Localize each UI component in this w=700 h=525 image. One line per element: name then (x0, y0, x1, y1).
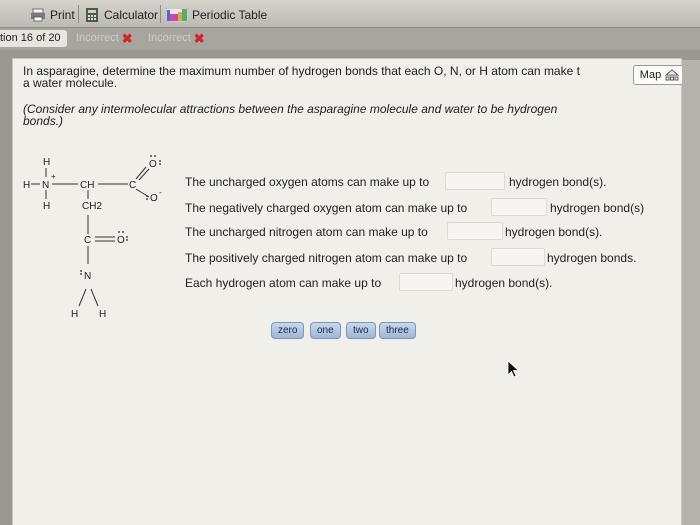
atom-label: CH2 (82, 201, 103, 212)
periodic-table-label: Periodic Table (192, 8, 268, 22)
answer-chip-three[interactable]: three (379, 322, 416, 339)
statement-suffix: hydrogen bond(s) (550, 201, 645, 215)
mouse-cursor-icon (507, 360, 521, 380)
atom-label: H (71, 309, 79, 320)
statement-suffix: hydrogen bond(s). (455, 276, 553, 290)
atom-label: C (129, 180, 137, 191)
attempt-status[interactable] (76, 30, 133, 47)
map-button[interactable] (633, 65, 687, 85)
question-line: a water molecule. (23, 76, 118, 90)
toolbar-divider (160, 5, 161, 23)
statement-text: The uncharged nitrogen atom can make up to (185, 225, 428, 239)
note-line: bonds.) (23, 114, 64, 128)
atom-label: O (150, 193, 158, 204)
calculator-button[interactable] (84, 6, 158, 24)
map-icon (664, 69, 680, 81)
question-text (23, 65, 623, 89)
atom-label: + (51, 172, 56, 181)
atom-label: - (159, 188, 162, 197)
calculator-icon (84, 8, 100, 22)
print-label: Print (50, 8, 75, 22)
periodic-table-icon (166, 8, 188, 22)
periodic-table-button[interactable] (166, 6, 267, 24)
answer-drop-target[interactable] (491, 248, 545, 266)
answer-drop-target[interactable] (491, 198, 547, 216)
window-edge (682, 60, 700, 525)
top-toolbar (0, 0, 700, 28)
statement-suffix: hydrogen bond(s). (509, 175, 607, 189)
answer-drop-target[interactable] (447, 222, 503, 240)
note-line: (Consider any intermolecular attractions between the asparagine molecule and water to be hydrogen (23, 102, 558, 116)
question-note (23, 103, 623, 127)
statement-text: The negatively charged oxygen atom can make up to (185, 201, 468, 215)
atom-label: O (117, 235, 125, 246)
calculator-label: Calculator (104, 8, 159, 22)
answer-chip-zero[interactable]: zero (271, 322, 304, 339)
incorrect-x-icon: ✖ (193, 31, 205, 46)
statement-text: The uncharged oxygen atoms can make up to (185, 175, 430, 189)
statement-suffix: hydrogen bond(s). (505, 225, 603, 239)
printer-icon (30, 8, 46, 22)
atom-label: N (84, 271, 92, 282)
answer-chip-two[interactable]: two (346, 322, 376, 339)
incorrect-x-icon: ✖ (121, 31, 133, 46)
answer-drop-target[interactable] (445, 172, 505, 190)
toolbar-divider (78, 5, 79, 23)
print-button[interactable] (30, 6, 75, 24)
asparagine-structure (23, 149, 183, 324)
statement-text: The positively charged nitrogen atom can make up to (185, 251, 468, 265)
question-counter[interactable]: tion 16 of 20 (0, 30, 67, 47)
atom-label: O (149, 159, 157, 170)
atom-label: CH (80, 180, 95, 191)
atom-label: H (43, 157, 51, 168)
answer-drop-target[interactable] (399, 273, 453, 291)
question-panel (12, 58, 682, 525)
statement-text: Each hydrogen atom can make up to (185, 276, 382, 290)
atom-label: C (84, 235, 92, 246)
question-line: In asparagine, determine the maximum number of hydrogen bonds that each O, N, or H atom can make t (23, 64, 580, 78)
map-label: Map (639, 69, 662, 81)
atom-label: H (43, 201, 51, 212)
lone-pair-dots (80, 155, 161, 275)
answer-chip-one[interactable]: one (310, 322, 341, 339)
statement-suffix: hydrogen bonds. (547, 251, 637, 265)
atom-label: N (42, 180, 50, 191)
atom-label: H (23, 180, 31, 191)
attempt-label: Incorrect (76, 32, 119, 44)
atom-label: H (99, 309, 107, 320)
attempt-status[interactable] (148, 30, 205, 47)
attempt-label: Incorrect (148, 32, 191, 44)
